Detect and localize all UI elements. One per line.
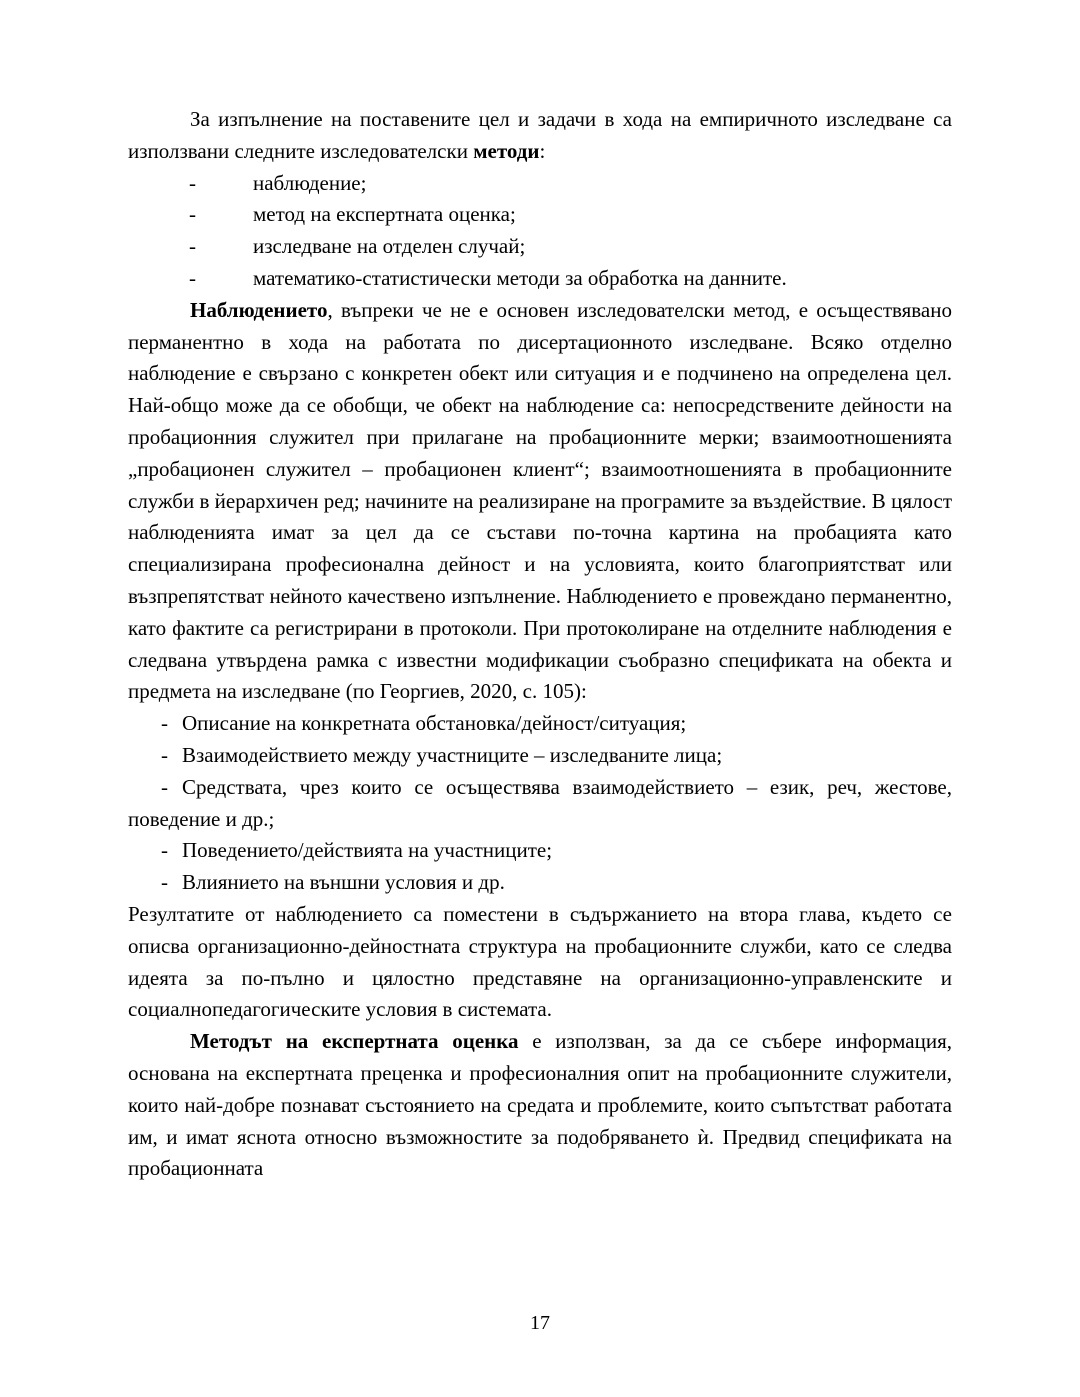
list-item-text: Поведението/действията на участниците; xyxy=(182,838,553,863)
list-item xyxy=(128,867,952,899)
intro-colon: : xyxy=(539,138,546,163)
observation-text: , въпреки че не е основен изследователски метод, е осъществявано перманентно в хода на работата по дисертационното изследване. Всяко отделно наблюдение е свързано с конкретен обект или ситуация и е подчинено на определена цел. Най-общо може да се обобщи, че обект на наблюдение са: непосредствените дейности на пробационния служител при прилагане на пробационните мерки; взаимоотношенията „пробационен служител – пробационен клиент“; взаимоотношенията в пробационните служби в йерархичен ред; начините на реализиране на програмите за въздействие. В цялост наблюденията имат за цел да се състави по-точна картина на пробацията като специализирана професионална дейност и на условията, които благоприятстват или възпрепятстват нейното качествено изпълнение. Наблюдението е провеждано перманентно, като фактите са регистрирани в протоколи. При протоколиране на отделните наблюдения е следвана утвърдена рамка с известни модификации съобразно спецификата на обекта и предмета на изследване (по Георгиев, 2020, с. 105): xyxy=(128,297,952,704)
observation-paragraph xyxy=(128,295,952,708)
list-dash: - xyxy=(189,234,196,259)
list-item-text: метод на експертната оценка; xyxy=(253,202,516,227)
list-item-text: Средствата, чрез които се осъществява взаимодействието – език, реч, жестове, поведение и др.; xyxy=(128,774,952,831)
list-dash: - xyxy=(161,711,168,736)
list-item-text: наблюдение; xyxy=(253,170,367,195)
results-paragraph: Резултатите от наблюдението са поместени в съдържанието на втора глава, където се описва организационно-дейностната структура на пробационните служби, като се следва идеята за по-пълно и цялостно представяне на организационно-управленските и социалнопедагогическите условия в системата. xyxy=(128,901,952,1022)
frame-list xyxy=(128,708,952,899)
intro-bold-term: методи xyxy=(473,138,540,163)
list-item xyxy=(128,199,952,231)
page-body xyxy=(128,104,952,1185)
list-dash: - xyxy=(161,774,168,799)
list-item-text: Описание на конкретната обстановка/дейност/ситуация; xyxy=(182,711,687,736)
observation-bold-term: Наблюдението xyxy=(190,297,328,322)
list-item xyxy=(128,263,952,295)
list-item xyxy=(128,835,952,867)
list-dash: - xyxy=(161,870,168,895)
list-dash: - xyxy=(161,838,168,863)
list-dash: - xyxy=(189,202,196,227)
list-dash: - xyxy=(189,170,196,195)
list-item-text: изследване на отделен случай; xyxy=(253,234,526,259)
list-item-text: математико-статистически методи за обработка на данните. xyxy=(253,265,787,290)
list-item-text: Влиянието на външни условия и др. xyxy=(182,870,505,895)
list-dash: - xyxy=(161,742,168,767)
list-item-text: Взаимодействието между участниците – изследваните лица; xyxy=(182,742,723,767)
list-item xyxy=(128,231,952,263)
expert-bold-term: Методът на експертната оценка xyxy=(190,1029,519,1054)
expert-text: е използван, за да се събере информация, основана на експертната преценка и професионалния опит на пробационните служители, които най-добре познават състоянието на средата и проблемите, които съпътстват работата им, и имат яснота относно възможностите за подобряването ѝ. Предвид спецификата на пробационната xyxy=(128,1029,953,1181)
methods-list xyxy=(128,168,952,295)
list-item xyxy=(128,168,952,200)
list-item xyxy=(128,772,952,836)
intro-paragraph xyxy=(128,104,952,168)
page-number: 17 xyxy=(530,1312,550,1334)
intro-text: За изпълнение на поставените цел и задачи в хода на емпиричното изследване са използвани следните изследователски xyxy=(128,107,952,163)
list-dash: - xyxy=(189,265,196,290)
list-item xyxy=(128,740,952,772)
list-item xyxy=(128,708,952,740)
expert-paragraph xyxy=(128,1026,952,1185)
